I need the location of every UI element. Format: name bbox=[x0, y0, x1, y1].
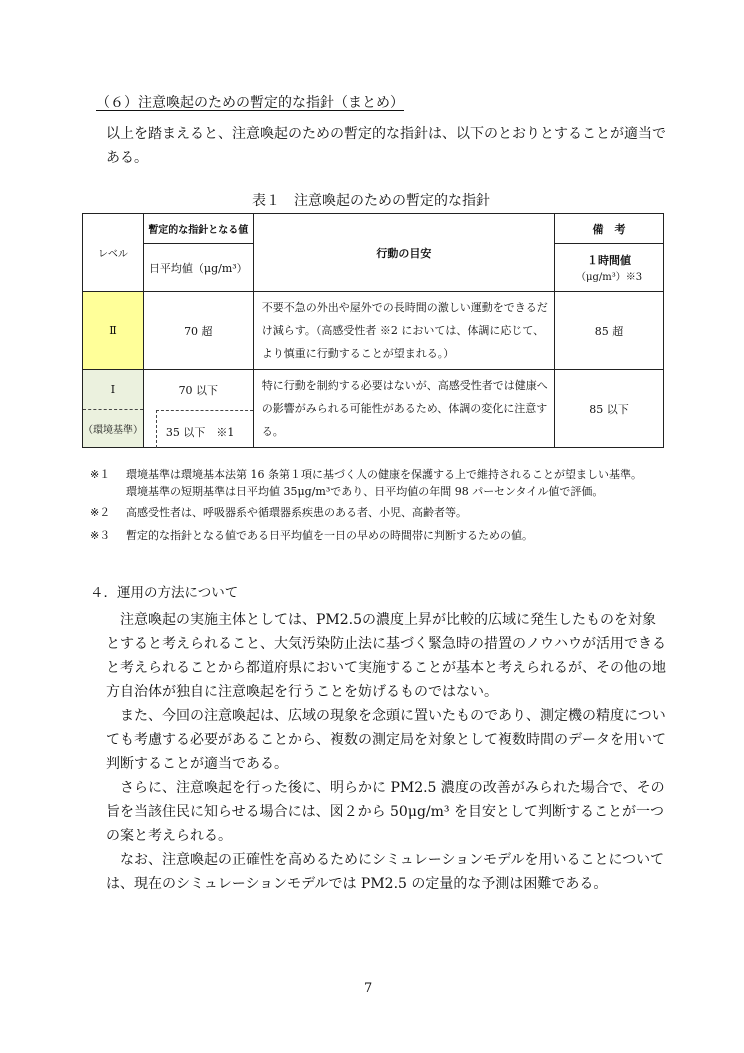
section-4-paragraph: 注意喚起の実施主体としては、PM2.5の濃度上昇が比較的広域に発生したものを対象とすると考えられること、大気汚染防止法に基づく緊急時の措置のノウハウが活用できると考えられることから都道府県において実施することが基本と考えられるが、その他の地方自治体が独自に注意喚起を行うことを妨げるものではない。 bbox=[106, 612, 666, 700]
note-1-mark: ※１ bbox=[90, 468, 111, 481]
section-4-body bbox=[106, 608, 666, 896]
table-notes bbox=[90, 466, 666, 544]
header-daily-mean: 日平均値（μg/m³） bbox=[143, 244, 253, 292]
table-caption: 表１ 注意喚起のための暫定的な指針 bbox=[252, 193, 490, 209]
level-1-daily: 70 以下 bbox=[143, 370, 253, 410]
page-number: 7 bbox=[364, 981, 373, 996]
environmental-standard-daily bbox=[143, 410, 253, 448]
level-1-cell: Ⅰ bbox=[83, 370, 144, 410]
header-hourly-unit: （μg/m³）※3 bbox=[575, 272, 643, 283]
level-2-action: 不要不急の外出や屋外での長時間の激しい運動をできるだけ減らす。（高感受性者 ※2 においては、体調に応じて、より慎重に行動することが望まれる。） bbox=[253, 292, 554, 370]
note-2-text: 高感受性者は、呼吸器系や循環器系疾患のある者、小児、高齢者等。 bbox=[126, 506, 467, 519]
section-6-heading: （６）注意喚起のための暫定的な指針（まとめ） bbox=[96, 95, 404, 111]
note-3-mark: ※３ bbox=[90, 529, 111, 542]
header-remarks: 備 考 bbox=[555, 214, 664, 244]
header-provisional-value: 暫定的な指針となる値 bbox=[143, 214, 253, 244]
environmental-standard-value: 35 以下 ※1 bbox=[165, 426, 235, 440]
section-4-paragraph: なお、注意喚起の正確性を高めるためにシミュレーションモデルを用いることについては、現在のシミュレーションモデルでは PM2.5 の定量的な予測は困難である。 bbox=[106, 852, 665, 892]
note-1-detail bbox=[90, 483, 666, 500]
level-2-hourly: 85 超 bbox=[555, 292, 664, 370]
note-1-text: 環境基準は環境基本法第 16 条第１項に基づく人の健康を保護する上で維持されることが望ましい基準。 bbox=[126, 468, 642, 481]
note-3-text: 暫定的な指針となる値である日平均値を一日の早めの時間帯に判断するための値。 bbox=[126, 529, 533, 542]
note-2-mark: ※２ bbox=[90, 506, 111, 519]
section-4-paragraph: また、今回の注意喚起は、広域の現象を念頭に置いたものであり、測定機の精度についても考慮する必要があることから、複数の測定局を対象として複数時間のデータを用いて判断することが適当である。 bbox=[106, 708, 666, 772]
level-1-action: 特に行動を制約する必要はないが、高感受性者では健康への影響がみられる可能性があるため、体調の変化に注意する。 bbox=[253, 370, 554, 448]
section-6-intro: 以上を踏まえると、注意喚起のための暫定的な指針は、以下のとおりとすることが適当である。 bbox=[106, 126, 666, 166]
guideline-table bbox=[82, 213, 664, 448]
level-1-hourly: 85 以下 bbox=[555, 370, 664, 448]
note-1 bbox=[90, 466, 666, 483]
environmental-standard-cell: （環境基準） bbox=[83, 410, 144, 448]
note-1-detail-text: 環境基準の短期基準は日平均値 35μg/m³であり、日平均値の年間 98 パーセンタイル値で評価。 bbox=[126, 485, 604, 498]
section-4-heading: ４．運用の方法について bbox=[90, 585, 239, 601]
header-hourly-label: １時間値 bbox=[587, 254, 632, 267]
note-2 bbox=[90, 504, 666, 521]
header-hourly bbox=[555, 244, 664, 292]
level-2-daily: 70 超 bbox=[143, 292, 253, 370]
header-level: レベル bbox=[83, 214, 144, 292]
section-4-paragraph: さらに、注意喚起を行った後に、明らかに PM2.5 濃度の改善がみられた場合で、その旨を当該住民に知らせる場合には、図２から 50μg/m³ を目安として判断することが一つの案と考えられる。 bbox=[106, 780, 665, 844]
note-3 bbox=[90, 527, 666, 544]
header-action: 行動の目安 bbox=[253, 214, 554, 292]
level-2-cell: Ⅱ bbox=[83, 292, 144, 370]
